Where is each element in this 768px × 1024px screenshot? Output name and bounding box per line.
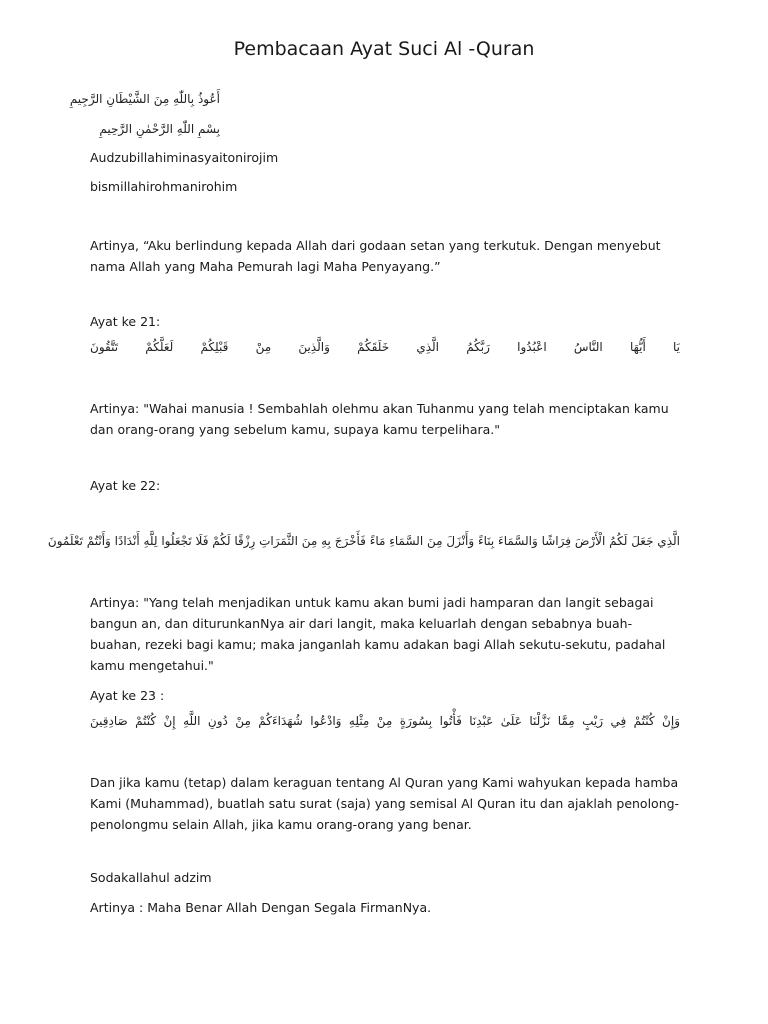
closing-latin: Sodakallahul adzim	[90, 870, 212, 885]
verse-23-translation: Dan jika kamu (tetap) dalam keraguan tentang Al Quran yang Kami wahyukan kepada hamba Kami (Muhammad), buatlah satu surat (saja) yang semisal Al Quran itu dan ajaklah penolong-penolongmu selain Allah, jika kamu orang-orang yang benar.	[90, 775, 680, 832]
verse-23-heading: Ayat ke 23 :	[90, 688, 165, 703]
taawudz-arabic: أَعُوذُ بِاللّٰهِ مِنَ الشَّيْطَانِ الرَّجِيمِ	[69, 92, 220, 106]
verse-23-arabic: وَإِنْ كُنْتُمْ فِي رَيْبٍ مِمَّا نَزَّلْنَا عَلَىٰ عَبْدِنَا فَأْتُوا بِسُورَةٍ مِنْ مِثْلِهِ وَادْعُوا شُهَدَاءَكُمْ مِنْ دُونِ اللَّهِ إِنْ كُنْتُمْ صَادِقِينَ	[90, 714, 680, 728]
verse-21-arabic: يَا أَيُّهَا النَّاسُ اعْبُدُوا رَبَّكُمُ الَّذِي خَلَقَكُمْ وَالَّذِينَ مِنْ قَبْلِكُمْ لَعَلَّكُمْ تَتَّقُونَ	[90, 340, 680, 354]
basmalah-latin: bismillahirohmanirohim	[90, 179, 238, 194]
basmalah-arabic: بِسْمِ اللّٰهِ الرَّحْمٰنِ الرَّحِيمِ	[99, 122, 220, 136]
opening-translation: Artinya, “Aku berlindung kepada Allah dari godaan setan yang terkutuk. Dengan menyebut nama Allah yang Maha Pemurah lagi Maha Penyayang.”	[90, 238, 661, 274]
verse-21-heading: Ayat ke 21:	[90, 314, 161, 329]
closing-translation: Artinya : Maha Benar Allah Dengan Segala FirmanNya.	[90, 900, 432, 915]
taawudz-latin: Audzubillahiminasyaitonirojim	[90, 150, 279, 165]
page-title: Pembacaan Ayat Suci Al -Quran	[233, 38, 535, 60]
verse-22-arabic: الَّذِي جَعَلَ لَكُمُ الْأَرْضَ فِرَاشًا وَالسَّمَاءَ بِنَاءً وَأَنْزَلَ مِنَ السَّمَاءِ مَاءً فَأَخْرَجَ بِهِ مِنَ الثَّمَرَاتِ رِزْقًا لَكُمْ فَلَا تَجْعَلُوا لِلَّهِ أَنْدَادًا وَأَنْتُمْ تَعْلَمُونَ	[47, 534, 680, 548]
verse-21-translation: Artinya: "Wahai manusia ! Sembahlah olehmu akan Tuhanmu yang telah menciptakan kamu dan orang-orang yang sebelum kamu, supaya kamu terpelihara."	[90, 401, 669, 437]
verse-22-translation: Artinya: "Yang telah menjadikan untuk kamu akan bumi jadi hamparan dan langit sebagai bangun an, dan diturunkanNya air dari langit, maka keluarlah dengan sebabnya buah-buahan, rezeki bagi kamu; maka janganlah kamu adakan bagi Allah sekutu-sekutu, padahal kamu mengetahui."	[90, 595, 666, 673]
verse-22-heading: Ayat ke 22:	[90, 478, 161, 493]
